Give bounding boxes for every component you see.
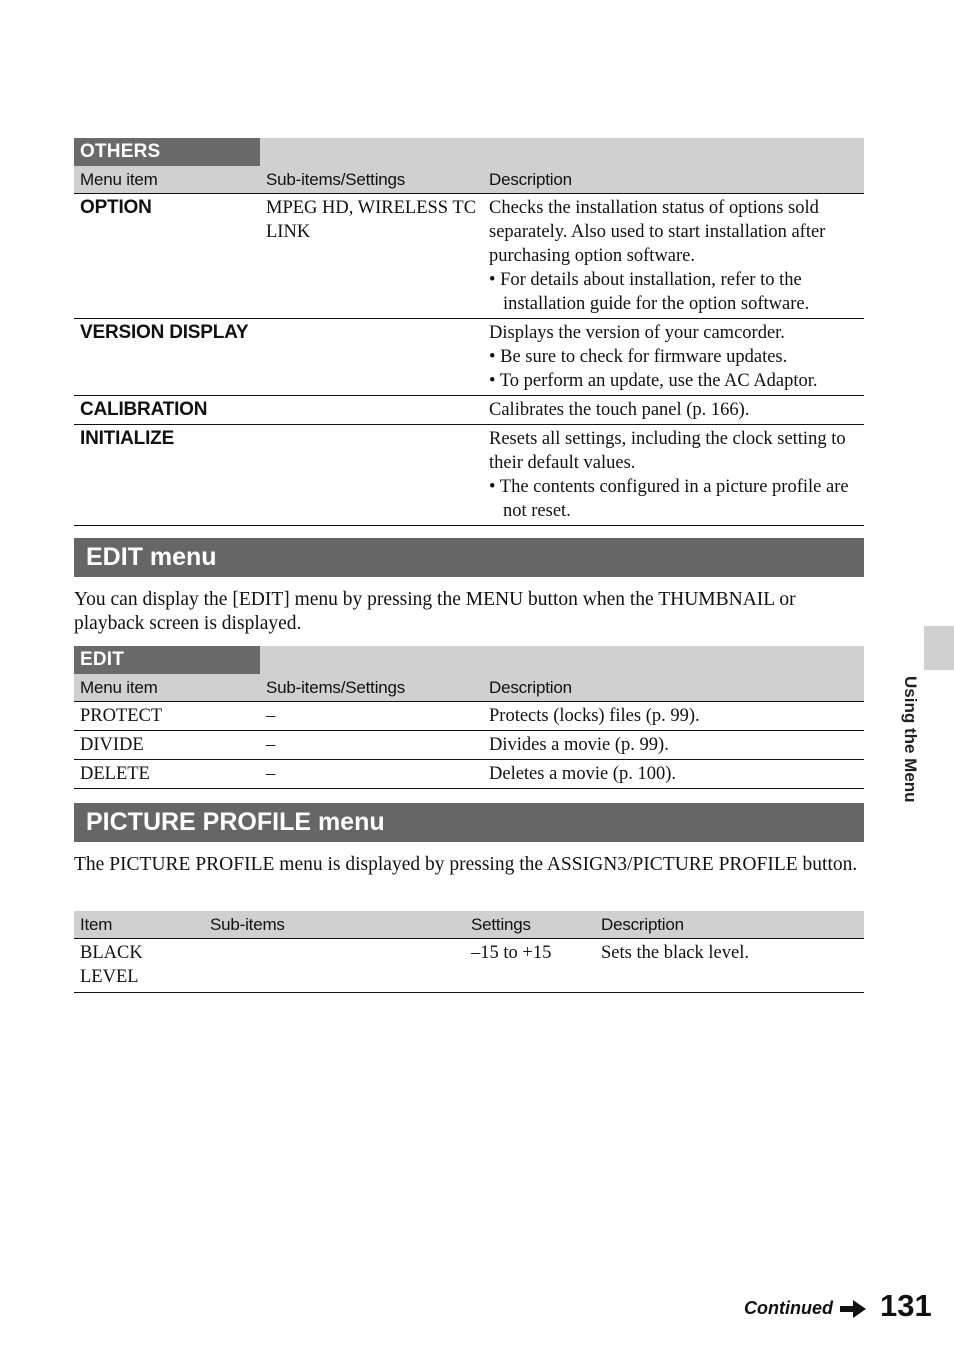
col-header-item: Item	[74, 911, 204, 939]
table-row	[74, 731, 864, 760]
settings-cell	[260, 425, 483, 526]
col-header-description: Description	[483, 166, 864, 194]
page-number: 131	[880, 1288, 932, 1323]
description-text: Checks the installation status of options sold separately. Also used to start installation after purchasing option software.	[489, 198, 826, 266]
chapter-tab	[924, 626, 954, 670]
col-header-sub-items: Sub-items/Settings	[260, 674, 483, 702]
col-header-menu-item: Menu item	[74, 674, 260, 702]
settings-cell: –	[260, 702, 483, 731]
bullet-note: • To perform an update, use the AC Adaptor.	[489, 371, 818, 391]
description-text: Resets all settings, including the clock setting to their default values.	[489, 429, 846, 473]
col-header-description: Description	[595, 911, 864, 939]
description-cell	[483, 319, 864, 396]
menu-item-option: OPTION	[74, 194, 260, 319]
menu-item-delete: DELETE	[74, 760, 260, 789]
edit-table	[74, 646, 864, 789]
table-row	[74, 939, 864, 993]
description-cell: Divides a movie (p. 99).	[483, 731, 864, 760]
settings-cell: –	[260, 731, 483, 760]
table-row	[74, 194, 864, 319]
edit-menu-heading: EDIT menu	[74, 538, 864, 577]
others-header-row	[74, 166, 864, 194]
description-cell: Deletes a movie (p. 100).	[483, 760, 864, 789]
table-row	[74, 760, 864, 789]
subitems-cell	[204, 939, 465, 993]
menu-item-protect: PROTECT	[74, 702, 260, 731]
picture-profile-intro: The PICTURE PROFILE menu is displayed by pressing the ASSIGN3/PICTURE PROFILE button.	[74, 854, 858, 875]
picture-profile-heading: PICTURE PROFILE menu	[74, 803, 864, 842]
table-row	[74, 319, 864, 396]
menu-item-calibration: CALIBRATION	[74, 396, 260, 425]
menu-item-black-level: BLACK LEVEL	[74, 939, 204, 993]
bullet-note: • Be sure to check for firmware updates.	[489, 347, 788, 367]
settings-cell: MPEG HD, WIRELESS TC LINK	[260, 194, 483, 319]
menu-item-divide: DIVIDE	[74, 731, 260, 760]
table-row	[74, 396, 864, 425]
table-row	[74, 702, 864, 731]
col-header-sub-items: Sub-items	[204, 911, 465, 939]
description-cell	[483, 425, 864, 526]
bullet-note: • For details about installation, refer to the installation guide for the option software.	[489, 270, 810, 314]
col-header-description: Description	[483, 674, 864, 702]
menu-item-initialize: INITIALIZE	[74, 425, 260, 526]
bullet-note: • The contents configured in a picture profile are not reset.	[489, 477, 849, 521]
continued-label: Continued	[744, 1298, 833, 1318]
right-arrow-icon	[840, 1300, 866, 1318]
edit-menu-intro: You can display the [EDIT] menu by pressing the MENU button when the THUMBNAIL or playback screen is displayed.	[74, 589, 796, 634]
others-table-tag: OTHERS	[74, 138, 260, 166]
edit-header-row	[74, 674, 864, 702]
settings-cell	[260, 319, 483, 396]
settings-cell: –	[260, 760, 483, 789]
description-cell: Calibrates the touch panel (p. 166).	[483, 396, 864, 425]
table-row	[74, 425, 864, 526]
profile-header-row	[74, 911, 864, 939]
menu-item-version-display: VERSION DISPLAY	[74, 319, 260, 396]
settings-cell: –15 to +15	[465, 939, 595, 993]
col-header-settings: Settings	[465, 911, 595, 939]
picture-profile-table	[74, 911, 864, 993]
col-header-sub-items: Sub-items/Settings	[260, 166, 483, 194]
description-cell	[483, 194, 864, 319]
others-table	[74, 138, 864, 526]
settings-cell	[260, 396, 483, 425]
description-cell: Sets the black level.	[595, 939, 864, 993]
col-header-menu-item: Menu item	[74, 166, 260, 194]
edit-table-tag: EDIT	[74, 646, 260, 674]
description-text: Displays the version of your camcorder.	[489, 323, 785, 343]
description-cell: Protects (locks) files (p. 99).	[483, 702, 864, 731]
chapter-label: Using the Menu	[901, 676, 920, 803]
